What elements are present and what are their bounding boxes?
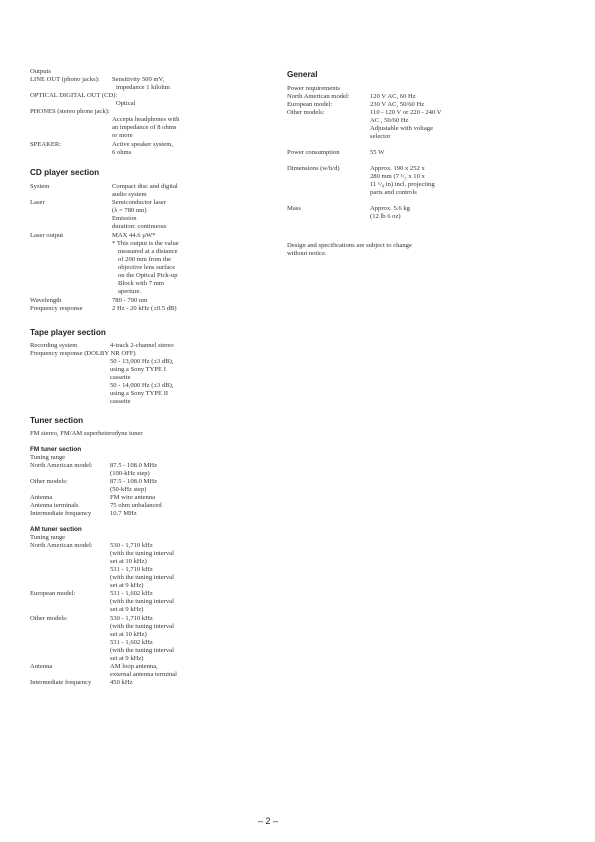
am-tuning-range-label: Tuning range bbox=[30, 534, 66, 541]
optical-value: Optical bbox=[116, 100, 136, 107]
general-other-line: AC , 50/60 Hz bbox=[370, 117, 409, 124]
general-na-label: North American model: bbox=[287, 93, 350, 100]
mass-line: Approx. 5.6 kg bbox=[370, 205, 410, 212]
fm-section-heading: FM tuner section bbox=[30, 446, 82, 453]
cd-laser-output-line: aperture. bbox=[118, 288, 142, 295]
fm-antenna-label: Antenna bbox=[30, 494, 53, 501]
tape-freq-line: 50 - 14,000 Hz (±3 dB), bbox=[110, 382, 174, 389]
disclaimer-note bbox=[287, 242, 412, 258]
fm-terminals-label: Antenna terminals bbox=[30, 502, 79, 509]
cd-laser-output-line: on the Optical Pick-up bbox=[118, 272, 178, 279]
cd-system-value-line: audio system bbox=[112, 191, 147, 198]
cd-laser-output-line: objective lens surface bbox=[118, 264, 176, 271]
am-other-line: (with the tuning interval bbox=[110, 623, 174, 630]
tape-freq-line: using a Sony TYPE II bbox=[110, 390, 169, 397]
power-consumption-label: Power consumption bbox=[287, 149, 340, 156]
cd-freq-label: Frequency response bbox=[30, 305, 83, 312]
power-consumption-value: 55 W bbox=[370, 149, 385, 156]
general-section-heading: General bbox=[287, 70, 318, 79]
tape-freq-line: 50 - 13,000 Hz (±3 dB), bbox=[110, 358, 174, 365]
cd-laser-output-line: measured at a distance bbox=[118, 248, 178, 255]
general-na-value: 120 V AC, 60 Hz bbox=[370, 93, 416, 100]
am-na-value bbox=[110, 542, 174, 590]
power-requirements-label: Power requirements bbox=[287, 85, 340, 92]
am-eu-label: European model: bbox=[30, 590, 76, 597]
disclaimer-line: without notice. bbox=[287, 250, 327, 257]
dimensions-line: parts and controls bbox=[370, 189, 417, 196]
line-out-value-line: impedance 1 kilohm bbox=[116, 84, 170, 91]
am-na-line: set at 9 kHz) bbox=[110, 582, 144, 589]
dimensions-value bbox=[370, 165, 435, 197]
cd-laser-output-line: * This output is the value bbox=[112, 240, 179, 247]
cd-wavelength-value: 780 - 790 nm bbox=[112, 297, 148, 304]
tape-freq-label: Frequency response (DOLBY NR OFF) bbox=[30, 350, 136, 357]
am-eu-value bbox=[110, 590, 174, 614]
speaker-value-line: Active speaker system, bbox=[112, 141, 173, 148]
am-na-line: 530 - 1,710 kHz bbox=[110, 542, 153, 549]
am-antenna-line: AM loop antenna, bbox=[110, 663, 158, 670]
fm-na-line: (100-kHz step) bbox=[110, 470, 150, 477]
cd-laser-output-line: MAX 44.6 µW* bbox=[112, 232, 156, 239]
cd-wavelength-label: Wavelength bbox=[30, 297, 62, 304]
dimensions-line: 11 ¹/₈ in) incl. projecting bbox=[370, 181, 435, 188]
fm-terminals-value: 75 ohm unbalanced bbox=[110, 502, 162, 509]
am-eu-line: 531 - 1,602 kHz bbox=[110, 590, 153, 597]
am-other-value bbox=[110, 615, 174, 663]
fm-if-label: Intermediate frequency bbox=[30, 510, 92, 517]
cd-laser-value bbox=[112, 199, 166, 231]
fm-tuning-range-label: Tuning range bbox=[30, 454, 66, 461]
outputs-heading: Outputs bbox=[30, 68, 51, 75]
tape-freq-line: using a Sony TYPE I bbox=[110, 366, 166, 373]
fm-na-line: 87.5 - 108.0 MHz bbox=[110, 462, 158, 469]
fm-na-label: North American model: bbox=[30, 462, 93, 469]
general-other-line: 110 - 120 V or 220 - 240 V bbox=[370, 109, 442, 116]
general-other-line: selector bbox=[370, 133, 391, 140]
general-eu-label: European model: bbox=[287, 101, 333, 108]
am-section-heading: AM tuner section bbox=[30, 526, 82, 533]
am-na-line: set at 10 kHz) bbox=[110, 558, 147, 565]
cd-laser-value-line: Semiconductor laser bbox=[112, 199, 167, 206]
cd-system-value bbox=[112, 183, 178, 199]
am-other-line: (with the tuning interval bbox=[110, 647, 174, 654]
am-na-label: North American model: bbox=[30, 542, 93, 549]
cd-laser-output-line: Block with 7 mm bbox=[118, 280, 164, 287]
mass-value bbox=[370, 205, 410, 221]
phones-label: PHONES (stereo phone jack): bbox=[30, 108, 110, 115]
am-if-label: Intermediate frequency bbox=[30, 679, 92, 686]
am-other-line: set at 9 kHz) bbox=[110, 655, 144, 662]
cd-laser-value-line: Emission bbox=[112, 215, 137, 222]
tape-recording-value: 4-track 2-channel stereo bbox=[110, 342, 174, 349]
am-other-line: 530 - 1,710 kHz bbox=[110, 615, 153, 622]
phones-value-line: Accepts headphones with bbox=[112, 116, 180, 123]
disclaimer-line: Design and specifications are subject to change bbox=[287, 242, 412, 249]
dimensions-line: Approx. 190 x 252 x bbox=[370, 165, 425, 172]
speaker-value-line: 6 ohms bbox=[112, 149, 132, 156]
fm-if-value: 10.7 MHz bbox=[110, 510, 137, 517]
am-na-line: (with the tuning interval bbox=[110, 574, 174, 581]
am-eu-line: set at 9 kHz) bbox=[110, 606, 144, 613]
cd-laser-value-line: (λ = 780 nm) bbox=[112, 207, 147, 214]
general-eu-value: 230 V AC, 50/60 Hz bbox=[370, 101, 425, 108]
line-out-value bbox=[112, 76, 170, 92]
fm-na-value bbox=[110, 462, 157, 478]
general-other-value bbox=[370, 109, 442, 141]
mass-line: (12 lb 6 oz) bbox=[370, 213, 401, 220]
am-antenna-label: Antenna bbox=[30, 663, 53, 670]
fm-other-label: Other models: bbox=[30, 478, 68, 485]
tape-freq-line: cassette bbox=[110, 374, 131, 381]
am-other-label: Other models: bbox=[30, 615, 68, 622]
cd-section-heading: CD player section bbox=[30, 168, 100, 177]
phones-value-line: an impedance of 8 ohms bbox=[112, 124, 177, 131]
phones-value bbox=[112, 116, 179, 140]
line-out-label: LINE OUT (phono jacks): bbox=[30, 76, 100, 83]
fm-other-line: 87.5 - 108.0 MHz bbox=[110, 478, 158, 485]
optical-label: OPTICAL DIGITAL OUT (CD): bbox=[30, 92, 118, 99]
phones-value-line: or more bbox=[112, 132, 133, 139]
fm-other-value bbox=[110, 478, 157, 494]
fm-other-line: (50-kHz step) bbox=[110, 486, 147, 493]
am-antenna-line: external antenna terminal bbox=[110, 671, 178, 678]
tuner-description: FM stereo, FM/AM superheterodyne tuner bbox=[30, 430, 143, 437]
am-eu-line: (with the tuning interval bbox=[110, 598, 174, 605]
page-number: – 2 – bbox=[258, 816, 279, 826]
general-other-label: Other models: bbox=[287, 109, 325, 116]
tape-recording-label: Recording system bbox=[30, 342, 78, 349]
cd-laser-output-label: Laser output bbox=[30, 232, 64, 239]
cd-laser-value-line: duration: continuous bbox=[112, 223, 167, 230]
tape-section-heading: Tape player section bbox=[30, 328, 106, 337]
cd-system-value-line: Compact disc and digital bbox=[112, 183, 178, 190]
am-other-line: 531 - 1,602 kHz bbox=[110, 639, 153, 646]
am-antenna-value bbox=[110, 663, 177, 679]
cd-system-label: System bbox=[30, 183, 50, 190]
tuner-section-heading: Tuner section bbox=[30, 416, 84, 425]
fm-antenna-value: FM wire antenna bbox=[110, 494, 156, 501]
speaker-label: SPEAKER: bbox=[30, 141, 62, 148]
dimensions-label: Dimensions (w/h/d) bbox=[287, 165, 340, 172]
am-other-line: set at 10 kHz) bbox=[110, 631, 147, 638]
cd-laser-label: Laser bbox=[30, 199, 45, 206]
tape-freq-line: cassette bbox=[110, 398, 131, 405]
general-other-line: Adjustable with voltage bbox=[370, 125, 433, 132]
mass-label: Mass bbox=[287, 205, 301, 212]
tape-freq-value bbox=[110, 358, 174, 406]
cd-laser-output-line: of 200 mm from the bbox=[118, 256, 172, 263]
speaker-value bbox=[112, 141, 173, 157]
cd-freq-value: 2 Hz - 20 kHz (±0.5 dB) bbox=[112, 305, 177, 312]
am-na-line: (with the tuning interval bbox=[110, 550, 174, 557]
cd-laser-output-value bbox=[112, 232, 179, 296]
dimensions-line: 280 mm (7 ¹/₂ x 10 x bbox=[370, 173, 425, 180]
am-na-line: 531 - 1,710 kHz bbox=[110, 566, 153, 573]
line-out-value-line: Sensitivity 500 mV, bbox=[112, 76, 165, 83]
am-if-value: 450 kHz bbox=[110, 679, 133, 686]
